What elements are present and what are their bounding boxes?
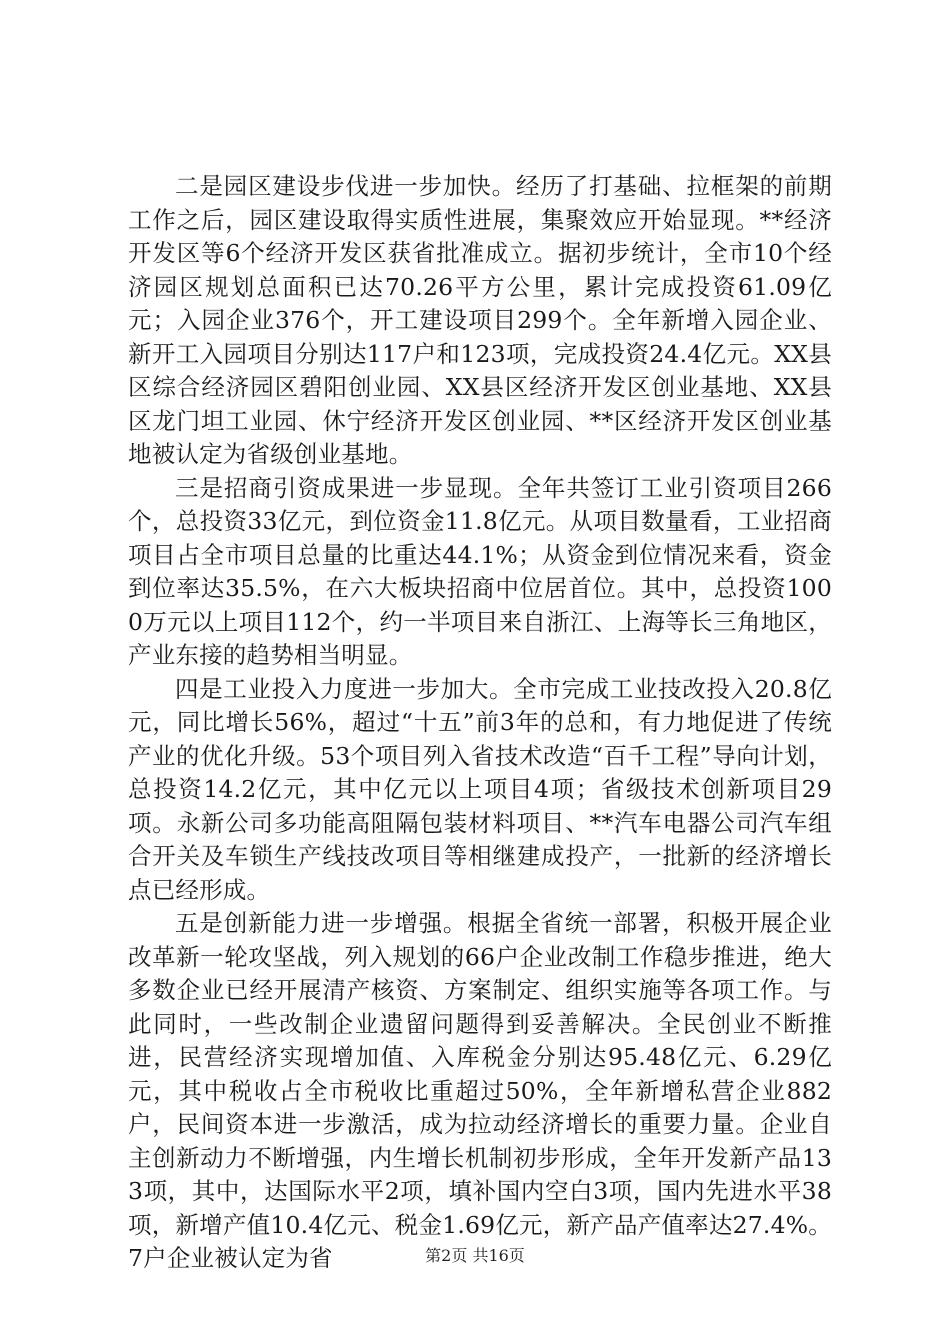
paragraph-industrial-investment: 四是工业投入力度进一步加大。全市完成工业技改投入20.8亿元，同比增长56%，超过“十五”前3年的总和，有力地促进了传统产业的优化升级。53个项目列入省技术改造“百千工程”导向计划，总投资14.2亿元，其中亿元以上项目4项；省级技术创新项目29项。永新公司多功能高阻隔包装材料项目、**汽车电器公司汽车组合开关及车锁生产线技改项目等相继建成投产，一批新的经济增长点已经形成。	[128, 674, 832, 904]
paragraph-innovation-capacity: 五是创新能力进一步增强。根据全省统一部署，积极开展企业改革新一轮攻坚战，列入规划的66户企业改制工作稳步推进，绝大多数企业已经开展清产核资、方案制定、组织实施等各项工作。与此同时，一些改制企业遗留问题得到妥善解决。全民创业不断推进，民营经济实现增加值、入库税金分别达95.48亿元、6.29亿元，其中税收占全市税收比重超过50%，全年新增私营企业882户，民间资本进一步激活，成为拉动经济增长的重要力量。企业自主创新动力不断增强，内生增长机制初步形成，全年开发新产品133项，其中，达国际水平2项，填补国内空白3项，国内先进水平38项，新增产值10.4亿元、税金1.69亿元，新产品产值率达27.4%。7户企业被认定为省	[128, 909, 832, 1272]
document-body	[128, 170, 832, 1276]
paragraph-investment-attraction: 三是招商引资成果进一步显现。全年共签订工业引资项目266个，总投资33亿元，到位资金11.8亿元。从项目数量看，工业招商项目占全市项目总量的比重达44.1%；从资金到位情况来看，资金到位率达35.5%，在六大板块招商中位居首位。其中，总投资1000万元以上项目112个，约一半项目来自浙江、上海等长三角地区，产业东接的趋势相当明显。	[128, 473, 832, 669]
paragraph-park-construction: 二是园区建设步伐进一步加快。经历了打基础、拉框架的前期工作之后，园区建设取得实质性进展，集聚效应开始显现。**经济开发区等6个经济开发区获省批准成立。据初步统计，全市10个经济园区规划总面积已达70.26平方公里，累计完成投资61.09亿元；入园企业376个，开工建设项目299个。全年新增入园企业、新开工入园项目分别达117户和123项，完成投资24.4亿元。XX县区综合经济园区碧阳创业园、XX县区经济开发区创业基地、XX县区龙门坦工业园、休宁经济开发区创业园、**区经济开发区创业基地被认定为省级创业基地。	[128, 172, 832, 468]
page-number-footer: 第2页 共16页	[425, 1246, 525, 1265]
